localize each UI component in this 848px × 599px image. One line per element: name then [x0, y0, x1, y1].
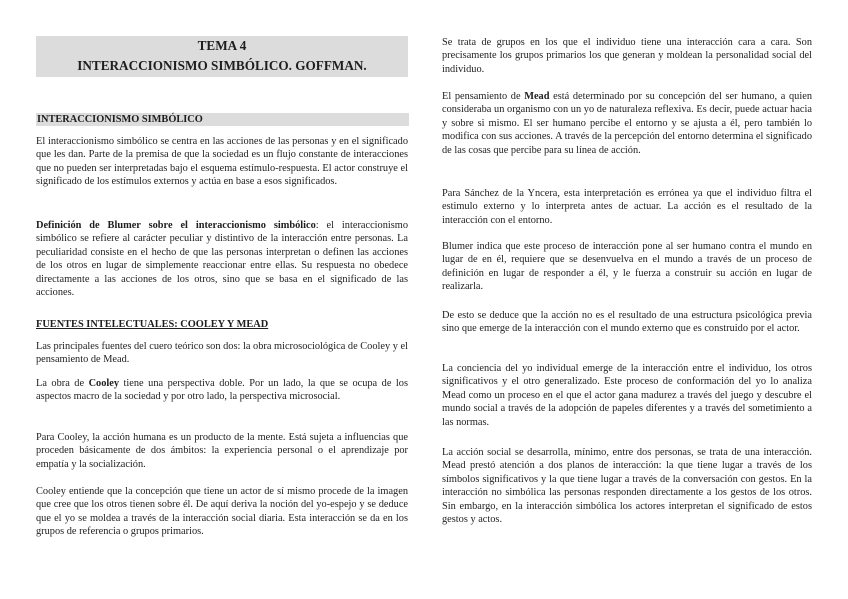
section-heading-fuentes: FUENTES INTELECTUALES: COOLEY Y MEAD	[36, 319, 269, 330]
page-title-line1: TEMA 4	[197, 38, 247, 53]
paragraph-blumer-definition	[36, 219, 408, 299]
text-span: El pensamiento de	[442, 91, 525, 102]
paragraph: Blumer indica que este proceso de interacción pone al ser humano contra el mundo en lugar de en él, requiere que se desenvuelva en el mundo a través de un proceso de definición en lugar de responder a él, y le fuerza a construir su acción en lugar de realizarla.	[442, 241, 812, 293]
paragraph: La acción social se desarrolla, mínimo, entre dos personas, se trata de una interacción. Mead prestó atención a dos planos de interacción: la que tiene lugar a través de los símbolos significativos y la que tiene lugar a través de la conversación con gestos. En la interacción no simbólica las personas responden directamente a los gestos de los otros. Sin embargo, en la interacción simbólica los actores interpretan el significado de estos gestos y actos.	[442, 447, 812, 526]
text-span: está determinado por su concepción del ser humano, a quien consideraba un organismo con un yo de naturaleza reflexiva. Es decir, puede actuar hacia y sobre si mismo. El ser humano percibe el entorno y se ajusta a él, pero también lo modifica con sus acciones. A través de la percepción del entorno determina el significado de las cosas que percibe para su línea de acción.	[442, 91, 812, 156]
paragraph: El interaccionismo simbólico se centra en las acciones de las personas y en el significado que les dan. Parte de la premisa de que la sociedad es un flujo constante de interacciones que no pueden ser interpretadas bajo el esquema estímulo-respuesta. El actor construye el significado de los estímulos externos y actúa en base a esos significados.	[36, 136, 408, 188]
paragraph: Las principales fuentes del cuero teórico son dos: la obra microsociológica de Cooley y el pensamiento de Mead.	[36, 341, 408, 366]
page-title-line2: INTERACCIONISMO SIMBÓLICO. GOFFMAN.	[77, 58, 367, 73]
paragraph-cooley	[36, 377, 408, 404]
cooley-name: Cooley	[88, 378, 120, 389]
blumer-definition-text: : el interaccionismo simbólico se refiere al carácter peculiar y distintivo de la interacción entre personas. La peculiaridad consiste en el hecho de que las personas interpretan o definen las acciones de los otros en lugar de simplemente reaccionar entre ellas. Su respuesta no obedece directamente a las acciones de los otros, sino que se basa en el significado de las acciones.	[36, 220, 408, 299]
paragraph: Para Cooley, la acción humana es un producto de la mente. Está sujeta a influencias que proceden básicamente de dos ámbitos: la experiencia personal o el aprendizaje por empatía y la socialización.	[36, 432, 408, 470]
paragraph: Se trata de grupos en los que el individuo tiene una interacción cara a cara. Son precisamente los grupos primarios los que generan y moldean la personalidad social del individuo.	[442, 37, 812, 75]
section-heading-interaccionismo: INTERACCIONISMO SIMBÓLICO	[36, 113, 409, 126]
text-span: La obra de	[36, 378, 89, 389]
paragraph: La conciencia del yo individual emerge de la interacción entre el individuo, los otros significativos y el otro generalizado. Este proceso de conformación del yo lo analiza Mead como un proceso en el que el actor gana madurez a través del juego y descubre el mundo social a través de la adopción de papeles diferentes y a través del sometimiento a las normas.	[442, 363, 812, 428]
paragraph: Para Sánchez de la Yncera, esta interpretación es errónea ya que el individuo filtra el estimulo externo y lo interpreta antes de actuar. La acción es el resultado de la interacción con el entorno.	[442, 188, 812, 226]
mead-name: Mead	[524, 91, 550, 102]
paragraph: Cooley entiende que la concepción que tiene un actor de sí mismo procede de la imagen que cree que los otros tienen sobre él. De aquí deriva la noción del yo-espejo y se deduce que el yo se moldea a través de la interacción social diaria. Esta interacción se da en los grupos de referencia o grupos primarios.	[36, 486, 408, 538]
title-box	[36, 36, 408, 77]
text-span: tiene una perspectiva doble. Por un lado, la que se ocupa de los aspectos macro de la sociedad y por otro lado, la perspectiva microsocial.	[36, 378, 408, 403]
blumer-definition-lead: Definición de Blumer sobre el interaccionismo simbólico	[36, 220, 316, 231]
paragraph-mead	[442, 90, 812, 157]
paragraph: De esto se deduce que la acción no es el resultado de una estructura psicológica previa sino que emerge de la interacción con el mundo externo que es construido por el actor.	[442, 310, 812, 335]
